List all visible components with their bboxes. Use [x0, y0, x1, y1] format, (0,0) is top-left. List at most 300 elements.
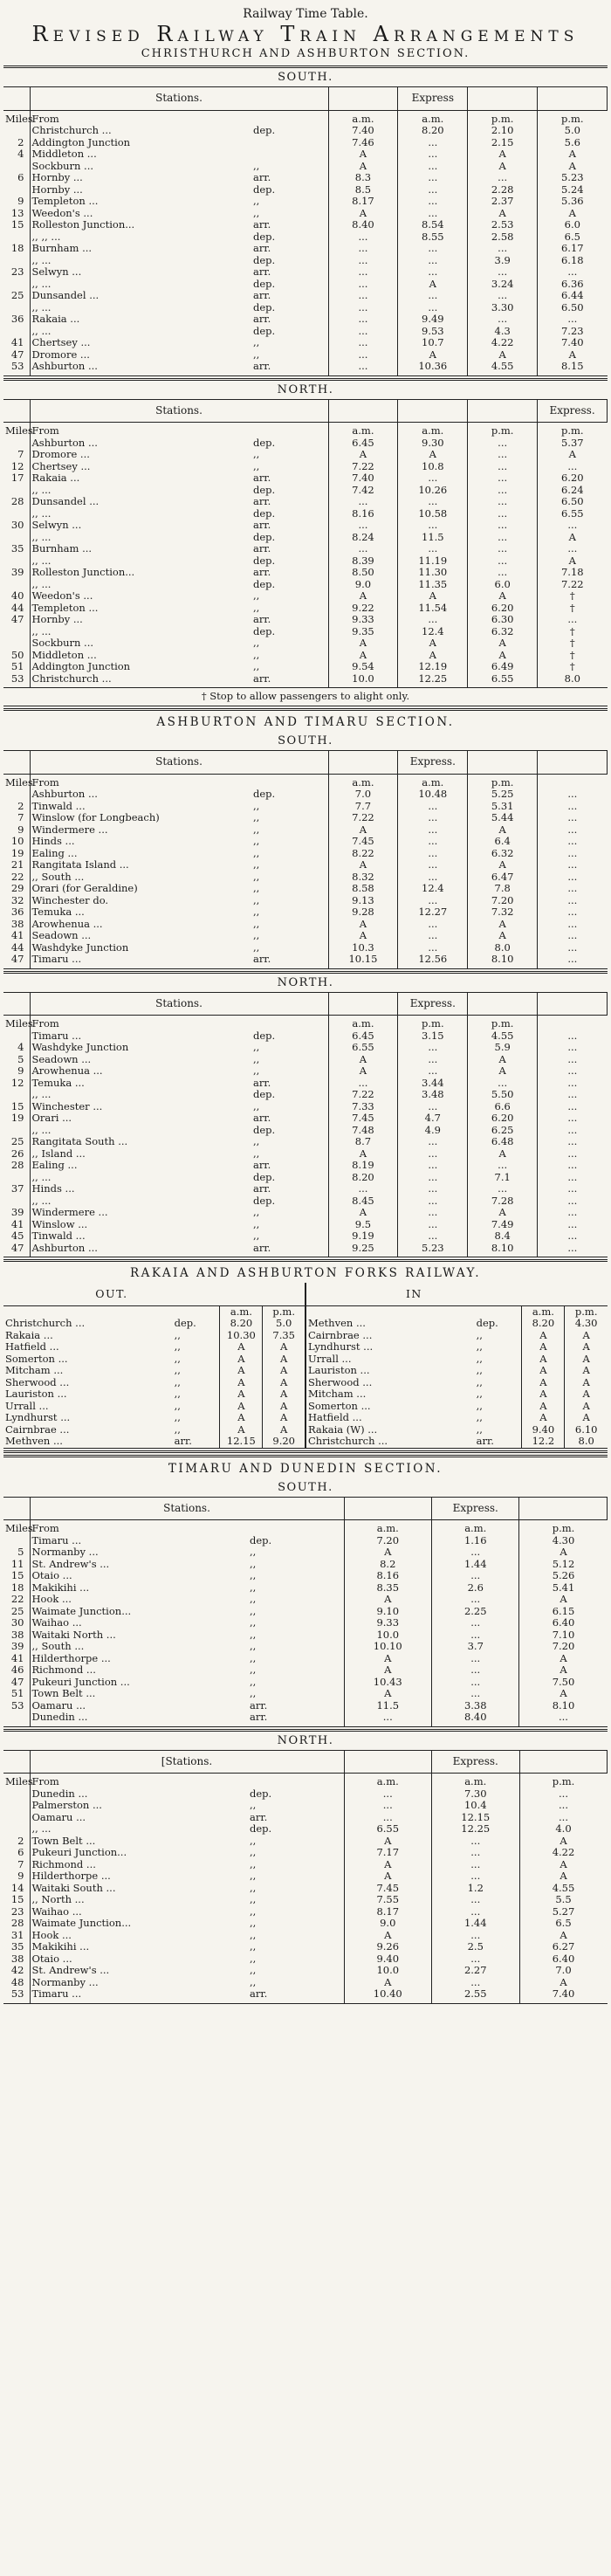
- arr-dep-label: dep.: [250, 1787, 272, 1800]
- arr-dep-label: dep.: [253, 530, 276, 543]
- time-cell: 9.35: [328, 626, 398, 638]
- time-cell: 8.7: [328, 1136, 398, 1148]
- station-name: Otaio ...: [30, 1570, 248, 1582]
- station-name: Timaru ...: [30, 1535, 248, 1547]
- timetable-row: [3, 496, 608, 508]
- arr-dep-label: ,,: [253, 1064, 260, 1078]
- stations-header: Stations.: [30, 1498, 344, 1520]
- arr-dep-label: arr.: [253, 953, 271, 966]
- time-cell: 1.2: [432, 1883, 520, 1895]
- arr-dep-label: arr.: [253, 566, 271, 579]
- arr-dep-label: ,,: [476, 1375, 483, 1388]
- station-name: From: [30, 1520, 248, 1535]
- miles-cell: 53: [10, 360, 24, 373]
- time-cell: p.m.: [398, 1016, 468, 1030]
- time-cell: A: [398, 349, 468, 362]
- miles-cell: 41: [10, 336, 24, 349]
- time-cell: 3.38: [432, 1700, 519, 1712]
- station-name: Timaru ...: [30, 1988, 248, 2003]
- miles-cell: 47: [10, 348, 24, 361]
- timetable-row: [3, 930, 608, 942]
- train-column-header: [538, 993, 608, 1016]
- time-cell: ...: [398, 137, 468, 149]
- arr-dep-label: ,,: [250, 1846, 257, 1859]
- time-cell: ...: [468, 313, 538, 326]
- time-cell: 8.35: [344, 1582, 431, 1595]
- time-cell: ...: [398, 942, 468, 954]
- arr-dep-label: arr.: [174, 1435, 192, 1448]
- station-name: Somerton ...: [5, 1352, 68, 1365]
- time-cell: 6.32: [468, 848, 538, 860]
- time-cell: ...: [398, 1065, 468, 1078]
- timetable-row: [3, 1112, 608, 1125]
- time-cell: 12.25: [398, 673, 468, 688]
- arr-dep-label: ,,: [250, 1975, 257, 1988]
- arr-dep-label: ,,: [253, 1217, 260, 1230]
- arr-dep-label: [251, 110, 328, 125]
- time-cell: 7.48: [328, 1125, 398, 1137]
- miles-cell: 7: [17, 1857, 24, 1870]
- time-cell: 8.15: [538, 361, 608, 375]
- time-cell: 7.35: [263, 1330, 306, 1342]
- time-cell: a.m.: [328, 110, 398, 125]
- time-cell: A: [328, 1148, 398, 1161]
- time-cell: 7.55: [344, 1894, 432, 1906]
- time-cell: 6.36: [538, 279, 608, 291]
- time-cell: A: [328, 859, 398, 871]
- station-name: Town Belt ...: [30, 1836, 248, 1848]
- time-cell: ...: [538, 1219, 608, 1231]
- time-cell: 10.15: [328, 954, 398, 968]
- timetable-row: [3, 1812, 608, 1824]
- time-cell: p.m.: [468, 1016, 538, 1030]
- timetable-row: [3, 148, 608, 161]
- arr-dep-label: ,,: [250, 1546, 257, 1559]
- arr-dep-label: dep.: [250, 1822, 272, 1836]
- time-cell: 7.20: [519, 1641, 608, 1653]
- miles-cell: [3, 231, 30, 244]
- time-cell: †: [538, 590, 608, 603]
- station-name: Tinwald ...: [30, 1230, 251, 1243]
- time-cell: ...: [432, 1546, 519, 1559]
- station-name: [3, 1305, 173, 1318]
- time-cell: 12.56: [398, 954, 468, 968]
- miles-cell: 47: [10, 613, 24, 626]
- station-name: Mitcham ...: [5, 1364, 64, 1377]
- time-cell: 8.40: [432, 1712, 519, 1726]
- time-cell: A: [344, 1977, 432, 1989]
- time-cell: 7.40: [328, 125, 398, 137]
- miles-cell: 41: [10, 1217, 24, 1230]
- miles-cell: 5: [17, 1052, 24, 1065]
- time-cell: 6.49: [468, 661, 538, 673]
- time-cell: ...: [538, 824, 608, 837]
- train-column-header: Express: [398, 87, 468, 110]
- miles-cell: 6: [17, 1846, 24, 1859]
- time-cell: 3.48: [398, 1089, 468, 1101]
- timetable-row: [3, 871, 608, 884]
- arr-dep-label: ,,: [174, 1422, 181, 1436]
- station-name: Hatfield ...: [306, 1412, 475, 1424]
- time-cell: a.m.: [432, 1520, 519, 1535]
- time-cell: A: [328, 1054, 398, 1066]
- time-cell: ...: [398, 208, 468, 220]
- miles-cell: 46: [10, 1663, 24, 1677]
- arr-dep-label: ,,: [253, 601, 260, 614]
- miles-cell: [3, 1195, 30, 1208]
- time-cell: 9.49: [398, 313, 468, 326]
- miles-cell: [3, 508, 30, 520]
- time-cell: ...: [519, 1788, 608, 1801]
- time-cell: ...: [538, 1136, 608, 1148]
- time-cell: A: [468, 859, 538, 871]
- station-name: Sockburn ...: [30, 637, 251, 650]
- timetable-row: [3, 919, 608, 931]
- time-cell: A: [344, 1870, 432, 1883]
- time-cell: ...: [398, 255, 468, 267]
- timetable-row: [3, 1546, 608, 1559]
- station-name: ,, ...: [30, 326, 251, 338]
- timetable-row: [3, 942, 608, 954]
- arr-dep-label: ,,: [174, 1411, 181, 1424]
- station-name: Timaru ...: [30, 954, 251, 968]
- time-cell: A: [398, 449, 468, 461]
- miles-cell: 38: [10, 917, 24, 930]
- time-cell: 7.49: [468, 1219, 538, 1231]
- time-cell: 5.5: [519, 1894, 608, 1906]
- station-name: ,, ...: [30, 508, 251, 520]
- timetable-row: [3, 1042, 608, 1054]
- timetable-row: [3, 1401, 608, 1413]
- time-cell: ...: [398, 496, 468, 508]
- station-name: Waimate Junction...: [30, 1918, 248, 1930]
- timetable-row: [3, 1377, 608, 1389]
- time-cell: 2.28: [468, 184, 538, 196]
- time-cell: ...: [328, 290, 398, 302]
- arr-dep-label: ,,: [253, 660, 260, 673]
- time-cell: ...: [432, 1859, 520, 1871]
- timetable-row: [3, 1136, 608, 1148]
- time-cell: 7.0: [519, 1965, 608, 1977]
- arr-dep-label: ,,: [250, 1687, 257, 1700]
- train-column-header: [538, 87, 608, 110]
- miles-cell: 41: [10, 929, 24, 942]
- miles-cell: 30: [10, 1616, 24, 1629]
- time-cell: A: [565, 1377, 608, 1389]
- timetable-row: [3, 532, 608, 544]
- time-cell: A: [565, 1365, 608, 1377]
- time-cell: 10.0: [344, 1629, 431, 1642]
- time-cell: 9.0: [344, 1918, 432, 1930]
- time-cell: ...: [538, 919, 608, 931]
- arr-dep-label: arr.: [253, 1241, 271, 1254]
- time-cell: 7.7: [328, 801, 398, 813]
- time-cell: A: [519, 1546, 608, 1559]
- time-cell: ...: [398, 543, 468, 555]
- time-cell: ...: [468, 543, 538, 555]
- timetable-row: [3, 161, 608, 173]
- direction-heading: NORTH.: [3, 381, 608, 400]
- station-name: Rakaia ...: [30, 313, 251, 326]
- time-cell: 10.0: [328, 673, 398, 688]
- station-name: Hook ...: [30, 1930, 248, 1942]
- time-cell: 12.4: [398, 626, 468, 638]
- time-cell: A: [263, 1341, 306, 1353]
- station-name: Waihao ...: [30, 1617, 248, 1629]
- miles-cell: 14: [10, 1881, 24, 1894]
- time-cell: ...: [398, 520, 468, 532]
- time-cell: A: [522, 1341, 565, 1353]
- time-cell: ...: [468, 567, 538, 579]
- station-name: Middleton ...: [30, 650, 251, 662]
- time-cell: A: [220, 1365, 263, 1377]
- arr-dep-label: arr.: [253, 218, 271, 231]
- miles-cell: 39: [10, 566, 24, 579]
- miles-cell: 6: [17, 171, 24, 184]
- arr-dep-label: arr.: [253, 313, 271, 326]
- time-cell: a.m.: [344, 1774, 432, 1788]
- time-cell: A: [519, 1859, 608, 1871]
- time-cell: 9.40: [344, 1953, 432, 1966]
- arr-dep-label: arr.: [253, 542, 271, 555]
- time-cell: A: [522, 1401, 565, 1413]
- station-name: Ashburton ...: [30, 1243, 251, 1257]
- arr-dep-label: arr.: [250, 1698, 268, 1712]
- time-cell: ...: [398, 196, 468, 208]
- time-cell: 7.45: [344, 1883, 432, 1895]
- time-cell: 8.55: [398, 231, 468, 244]
- time-cell: ...: [432, 1653, 519, 1665]
- time-cell: A: [519, 1870, 608, 1883]
- station-name: Ealing ...: [30, 1160, 251, 1172]
- time-cell: A: [468, 208, 538, 220]
- station-name: Ashburton ...: [30, 361, 251, 375]
- timetable-row: [3, 673, 608, 688]
- miles-cell: 25: [10, 1604, 24, 1617]
- miles-cell: 39: [10, 1640, 24, 1653]
- time-cell: A: [538, 449, 608, 461]
- time-cell: ...: [398, 871, 468, 884]
- time-cell: a.m.: [344, 1520, 431, 1535]
- miles-cell: [3, 161, 30, 173]
- time-cell: ...: [398, 172, 468, 184]
- arr-dep-label: arr.: [250, 1810, 268, 1823]
- station-name: ,, ...: [30, 255, 251, 267]
- timetable-row: [3, 1677, 608, 1689]
- arr-dep-label: ,,: [253, 1099, 260, 1112]
- time-cell: ...: [538, 1172, 608, 1184]
- time-cell: ...: [398, 1160, 468, 1172]
- time-cell: ...: [538, 1042, 608, 1054]
- station-name: ,, North ...: [30, 1894, 248, 1906]
- time-cell: 5.25: [468, 789, 538, 801]
- station-name: ,, ...: [30, 279, 251, 291]
- time-cell: 9.33: [328, 614, 398, 626]
- arr-dep-label: ,,: [174, 1399, 181, 1412]
- miles-cell: [3, 1823, 30, 1836]
- timetable-row: [3, 1688, 608, 1700]
- rakaia-forks-block: [3, 1283, 608, 1449]
- time-cell: 3.15: [398, 1030, 468, 1043]
- arr-dep-label: ,,: [174, 1388, 181, 1401]
- time-cell: ...: [432, 1629, 519, 1642]
- time-cell: p.m.: [565, 1305, 608, 1318]
- miles-cell: [3, 125, 30, 137]
- time-cell: 8.17: [344, 1906, 432, 1918]
- time-cell: 6.4: [468, 836, 538, 848]
- time-cell: ...: [328, 1078, 398, 1090]
- time-cell: 8.39: [328, 555, 398, 568]
- arr-dep-label: ,,: [253, 1052, 260, 1065]
- station-name: Dromore ...: [30, 449, 251, 461]
- timetable-row: [3, 302, 608, 314]
- time-cell: ...: [468, 437, 538, 450]
- station-name: Cairnbrae ...: [5, 1422, 70, 1436]
- station-name: Timaru ...: [30, 1030, 251, 1043]
- timetable-row: [3, 1641, 608, 1653]
- time-cell: 5.9: [468, 1042, 538, 1054]
- miles-cell: 37: [10, 1182, 24, 1195]
- arr-dep-label: ,,: [250, 1834, 257, 1847]
- time-cell: A: [220, 1377, 263, 1389]
- arr-dep-label: ,,: [250, 1964, 257, 1977]
- direction-heading: SOUTH.: [3, 732, 608, 751]
- arr-dep-label: ,,: [250, 1917, 257, 1930]
- station-name: Dunedin ...: [30, 1712, 248, 1726]
- arr-dep-label: arr.: [253, 1182, 271, 1195]
- time-cell: A: [468, 161, 538, 173]
- miles-cell: 4: [17, 1041, 24, 1054]
- time-cell: ...: [468, 1078, 538, 1090]
- time-cell: p.m.: [538, 423, 608, 437]
- time-cell: ...: [468, 266, 538, 279]
- arr-dep-label: ,,: [250, 1940, 257, 1953]
- station-name: ,, ,, ...: [30, 231, 251, 244]
- time-cell: †: [538, 626, 608, 638]
- arr-dep-label: ,,: [253, 940, 260, 954]
- time-cell: 9.28: [328, 906, 398, 919]
- time-cell: 5.37: [538, 437, 608, 450]
- arr-dep-label: dep.: [253, 1170, 276, 1183]
- arr-dep-label: ,,: [253, 893, 260, 906]
- arr-dep-label: ,,: [476, 1340, 483, 1353]
- timetable-row: [3, 1520, 608, 1535]
- miles-cell: 18: [10, 1581, 24, 1594]
- station-name: Lauriston ...: [5, 1388, 67, 1401]
- time-cell: 4.0: [519, 1823, 608, 1836]
- time-cell: A: [468, 650, 538, 662]
- timetable-row: [3, 172, 608, 184]
- miles-cell: 30: [10, 519, 24, 532]
- timetable-row: [3, 614, 608, 626]
- timetable-row: [3, 137, 608, 149]
- timetable-row: [3, 1230, 608, 1243]
- station-name: Templeton ...: [30, 196, 251, 208]
- time-cell: A: [398, 650, 468, 662]
- station-name: ,, ...: [30, 1125, 251, 1137]
- time-cell: ...: [468, 1160, 538, 1172]
- timetable-row: [3, 1800, 608, 1812]
- time-cell: A: [519, 1930, 608, 1942]
- chch-ashburton-north-block: [3, 378, 608, 707]
- footnote: † Stop to allow passengers to alight only.: [3, 688, 608, 706]
- section-title: ASHBURTON AND TIMARU SECTION.: [156, 715, 455, 730]
- time-cell: A: [538, 148, 608, 161]
- time-cell: 4.55: [519, 1883, 608, 1895]
- timaru-dunedin-south-block: [3, 1455, 608, 1727]
- time-cell: 8.20: [220, 1318, 263, 1330]
- station-name: ,, ...: [30, 579, 251, 591]
- time-cell: ...: [344, 1812, 432, 1824]
- time-cell: 7.40: [519, 1988, 608, 2003]
- station-name: Cairnbrae ...: [306, 1330, 475, 1342]
- time-cell: A: [328, 449, 398, 461]
- station-name: From: [30, 1016, 251, 1030]
- time-cell: 6.27: [519, 1941, 608, 1953]
- arr-dep-label: ,,: [253, 206, 260, 219]
- time-cell: ...: [468, 172, 538, 184]
- station-name: Winslow (for Longbeach): [30, 812, 251, 824]
- time-cell: 10.58: [398, 508, 468, 520]
- time-cell: ...: [328, 520, 398, 532]
- time-cell: ...: [538, 789, 608, 801]
- header-row: [3, 1498, 608, 1520]
- time-cell: 2.6: [432, 1582, 519, 1595]
- arr-dep-label: dep.: [253, 124, 276, 137]
- time-cell: 10.8: [398, 461, 468, 473]
- time-cell: ...: [538, 614, 608, 626]
- time-cell: ...: [398, 148, 468, 161]
- station-name: Oamaru ...: [30, 1812, 248, 1824]
- station-name: Dromore ...: [30, 349, 251, 362]
- train-column-header: Express.: [538, 400, 608, 423]
- time-cell: A: [519, 1664, 608, 1677]
- station-name: Somerton ...: [306, 1401, 475, 1413]
- time-cell: 11.5: [398, 532, 468, 544]
- time-cell: ...: [328, 496, 398, 508]
- timetable-row: [3, 906, 608, 919]
- time-cell: A: [468, 919, 538, 931]
- time-cell: p.m.: [263, 1305, 306, 1318]
- time-cell: 6.55: [468, 673, 538, 688]
- time-cell: 8.22: [328, 848, 398, 860]
- arr-dep-label: ,,: [253, 870, 260, 883]
- miles-cell: Miles: [5, 1017, 33, 1030]
- header-row: [3, 400, 608, 423]
- time-cell: A: [565, 1353, 608, 1366]
- time-cell: 5.44: [468, 812, 538, 824]
- time-cell: 2.53: [468, 219, 538, 231]
- time-cell: ...: [398, 266, 468, 279]
- time-cell: 6.55: [538, 508, 608, 520]
- station-name: Hatfield ...: [5, 1340, 59, 1353]
- time-cell: 10.26: [398, 485, 468, 497]
- time-cell: 6.20: [468, 603, 538, 615]
- station-name: Hornby ...: [30, 184, 251, 196]
- timetable-row: [3, 1653, 608, 1665]
- time-cell: ...: [328, 337, 398, 349]
- station-name: Rolleston Junction...: [30, 567, 251, 579]
- rakaia-table: [3, 1283, 608, 1448]
- time-cell: a.m.: [522, 1305, 565, 1318]
- time-cell: ...: [398, 930, 468, 942]
- miles-cell: 2: [17, 799, 24, 812]
- time-cell: 10.40: [344, 1988, 432, 2003]
- time-cell: A: [263, 1412, 306, 1424]
- timetable-row: [3, 1148, 608, 1161]
- station-name: Temuka ...: [30, 906, 251, 919]
- miles-cell: 9: [17, 1870, 24, 1883]
